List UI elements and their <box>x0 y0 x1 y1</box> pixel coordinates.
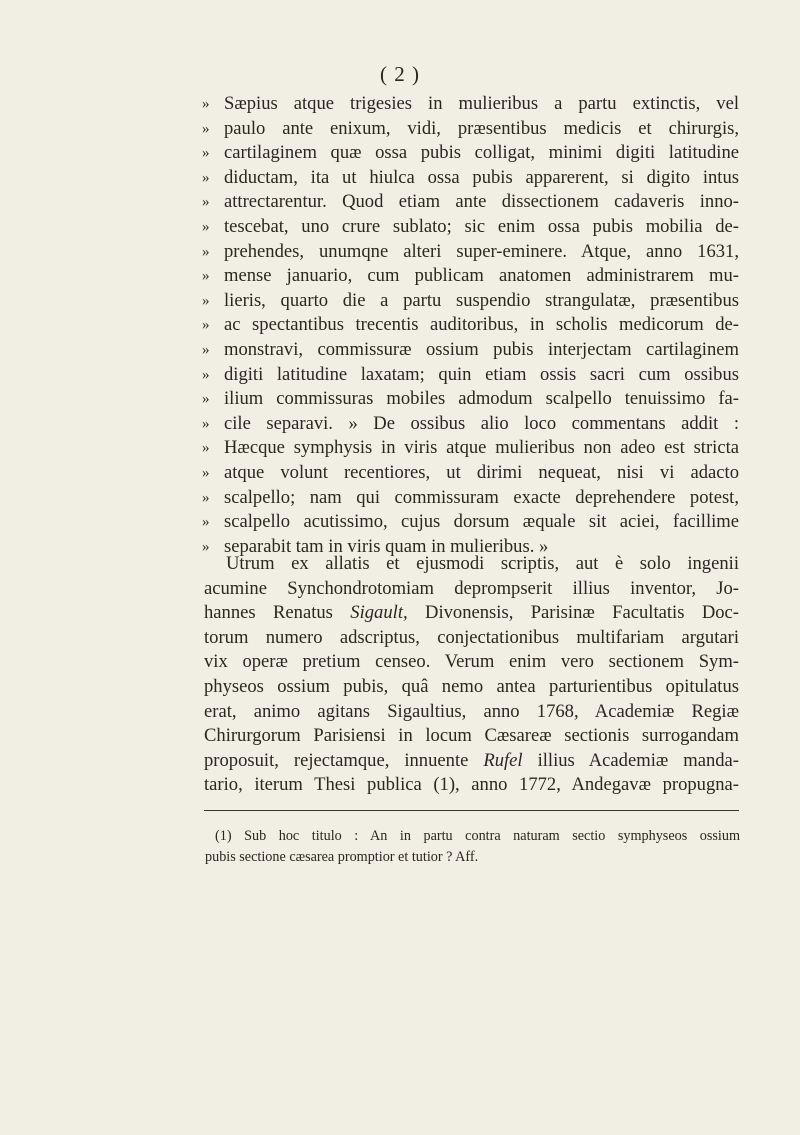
text-line: Chirurgorum Parisiensi in locum Cæsareæ sectionis surrogandam <box>204 725 739 747</box>
text-line: tario, iterum Thesi publica (1), anno 1772, Andegavæ propugna- <box>204 774 739 796</box>
quote-text: lieris, quarto die a partu suspendio strangulatæ, præsentibus <box>224 289 739 311</box>
quote-mark: » <box>202 243 210 260</box>
quote-text: paulo ante enixum, vidi, præsentibus medicis et chirurgis, <box>224 117 739 139</box>
text-line: torum numero adscriptus, conjectationibus multifariam argutari <box>204 626 739 648</box>
text-line: vix operæ pretium censeo. Verum enim vero sectionem Sym- <box>204 651 739 673</box>
quote-mark: » <box>202 538 210 555</box>
quote-text: cartilaginem quæ ossa pubis colligat, minimi digiti latitudine <box>224 142 739 164</box>
quote-line <box>204 190 739 215</box>
quote-line <box>204 215 739 240</box>
quote-mark: » <box>202 366 210 383</box>
quote-line <box>204 412 739 437</box>
footnote <box>205 826 740 868</box>
quote-text: ilium commissuras mobiles admodum scalpello tenuissimo fa- <box>224 388 739 410</box>
quote-mark: » <box>202 169 210 186</box>
quote-mark: » <box>202 317 210 334</box>
quote-mark: » <box>202 96 210 112</box>
quote-line <box>204 264 739 289</box>
footnote-line: pubis sectione cæsarea promptior et tutior ? Aff. <box>205 849 479 865</box>
quote-mark: » <box>202 268 210 285</box>
quote-line <box>204 92 739 117</box>
quote-text: cile separavi. » De ossibus alio loco commentans addit : <box>224 412 739 434</box>
quote-mark: » <box>202 145 210 162</box>
quote-line <box>204 289 739 314</box>
footnote-line: (1) Sub hoc titulo : An in partu contra naturam sectio symphyseos ossium <box>215 828 740 844</box>
quote-line <box>204 461 739 486</box>
quotation-block <box>204 92 739 559</box>
quote-mark: » <box>202 391 210 408</box>
quote-line <box>204 510 739 535</box>
quote-line <box>204 166 739 191</box>
text-line: hannes Renatus Sigault, Divonensis, Parisinæ Facultatis Doc- <box>204 602 739 624</box>
text-line: acumine Synchondrotomiam deprompserit illius inventor, Jo- <box>204 577 739 599</box>
quote-mark: » <box>202 341 210 358</box>
quote-text: scalpello acutissimo, cujus dorsum æquale sit aciei, facillime <box>224 511 739 533</box>
text-line: erat, animo agitans Sigaultius, anno 1768, Academiæ Regiæ <box>204 700 739 722</box>
footnote-divider <box>204 810 739 811</box>
quote-text: Sæpius atque trigesies in mulieribus a partu extinctis, vel <box>224 93 739 114</box>
quote-text: Hæcque symphysis in viris atque mulieribus non adeo est stricta <box>224 437 739 459</box>
name-sigault: Sigault, <box>350 602 408 624</box>
quote-line <box>204 387 739 412</box>
quote-text: tescebat, uno crure sublato; sic enim ossa pubis mobilia de- <box>224 215 739 237</box>
quote-text: prehendes, unumqne alteri super-eminere. Atque, anno 1631, <box>224 240 739 262</box>
quote-mark: » <box>202 194 210 211</box>
name-rufel: Rufel <box>483 749 523 771</box>
text-line: proposuit, rejectamque, innuente Rufel illius Academiæ manda- <box>204 749 739 771</box>
quote-text: mense januario, cum publicam anatomen administrarem mu- <box>224 265 739 287</box>
text-line: Utrum ex allatis et ejusmodi scriptis, aut è solo ingenii <box>226 553 739 574</box>
quote-mark: » <box>202 292 210 309</box>
quote-line <box>204 313 739 338</box>
quote-line <box>204 338 739 363</box>
page-number: ( 2 ) <box>380 62 420 86</box>
quote-text: atque volunt recentiores, ut dirimi nequeat, nisi vi adacto <box>224 461 739 483</box>
quote-line <box>204 141 739 166</box>
quote-mark: » <box>202 514 210 531</box>
quote-line <box>204 240 739 265</box>
body-paragraph <box>204 552 739 798</box>
text-line: physeos ossium pubis, quâ nemo antea parturientibus opitulatus <box>204 675 739 697</box>
quote-mark: » <box>202 218 210 235</box>
quote-text: scalpello; nam qui commissuram exacte deprehendere potest, <box>224 486 739 508</box>
quote-line <box>204 436 739 461</box>
quote-text: attrectarentur. Quod etiam ante dissectionem cadaveris inno- <box>224 191 739 213</box>
quote-line <box>204 486 739 511</box>
quote-text: digiti latitudine laxatam; quin etiam ossis sacri cum ossibus <box>224 363 739 385</box>
quote-mark: » <box>202 440 210 457</box>
quote-mark: » <box>202 464 210 481</box>
quote-text: monstravi, commissuræ ossium pubis interjectam cartilaginem <box>224 338 739 360</box>
quote-text: diductam, ita ut hiulca ossa pubis apparerent, si digito intus <box>224 166 739 188</box>
quote-text: separabit tam in viris quam in mulieribus. » <box>224 535 549 557</box>
quote-mark: » <box>202 415 210 432</box>
quote-mark: » <box>202 120 210 137</box>
quote-line <box>204 363 739 388</box>
quote-text: ac spectantibus trecentis auditoribus, in scholis medicorum de- <box>224 314 739 336</box>
quote-line <box>204 117 739 142</box>
quote-mark: » <box>202 489 210 506</box>
